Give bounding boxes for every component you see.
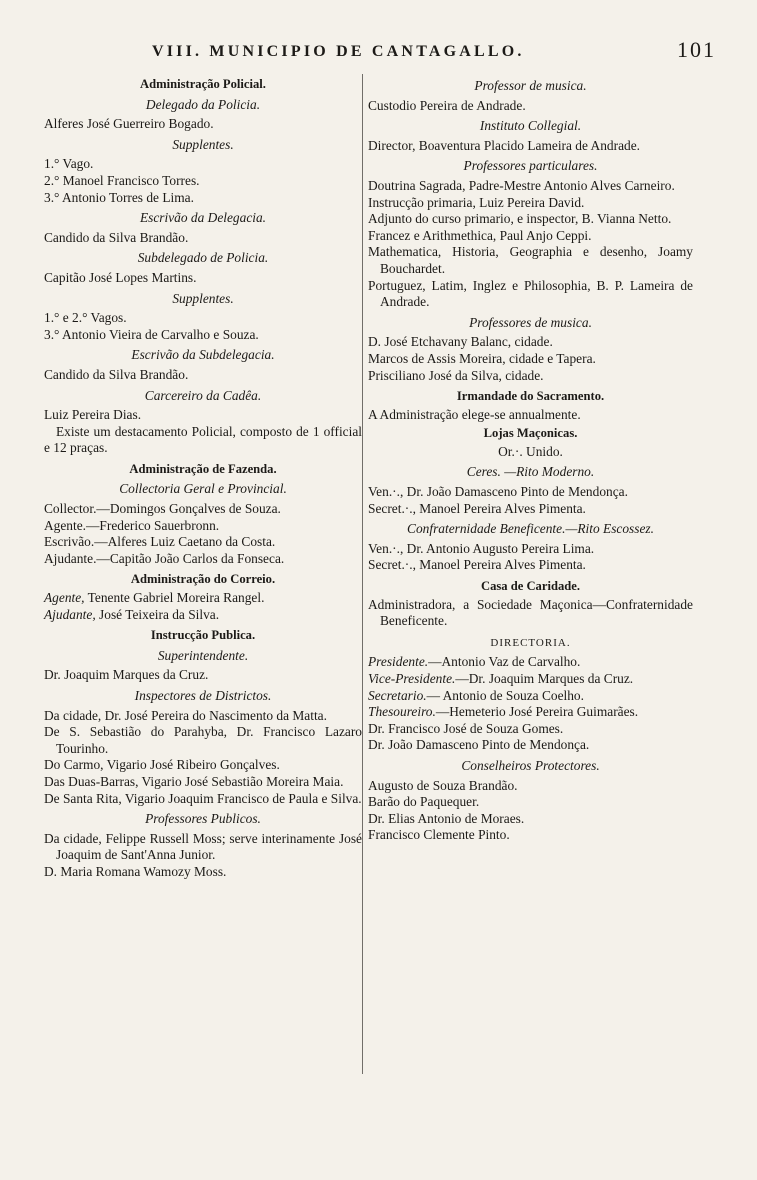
entry: Dr. Elias Antonio de Moraes. [368,810,525,826]
role-name: —Antonio Vaz de Carvalho. [428,654,581,670]
entry: Custodio Pereira de Andrade. [368,97,526,113]
entry: D. José Etchavany Balanc, cidade. [368,334,553,350]
subheading: Subdelegado de Policia. [137,250,269,266]
entry: De S. Sebastião do Parahyba, Dr. Francisco Lazaro Tourinho. [44,724,362,756]
entry [368,688,693,705]
role-name: — Antonio de Souza Coelho. [426,687,584,703]
entry: Candido da Silva Brandão. [44,366,189,382]
entry: 3.° Antonio Torres de Lima. [44,189,194,205]
entry: Francez e Arithmethica, Paul Anjo Ceppi. [368,227,592,243]
role-name: Tenente Gabriel Moreira Rangel. [84,590,265,606]
entry: A Administração elege-se annualmente. [368,406,581,422]
subheading: Carcereiro da Cadêa. [144,387,262,403]
entry [368,704,693,721]
entry [44,607,362,624]
subheading: Professores particulares. [463,158,598,174]
section-heading: Casa de Caridade. [480,579,580,594]
entry: De Santa Rita, Vigario Joaquim Francisco de Paula e Silva. [44,790,362,806]
subheading: Escrivão da Delegacia. [139,210,267,226]
role-name: —Dr. Joaquim Marques da Cruz. [455,671,634,686]
entry: Administradora, a Sociedade Maçonica—Confraternidade Beneficente. [368,596,693,629]
entry: Instrucção primaria, Luiz Pereira David. [368,194,585,210]
entry: Augusto de Souza Brandão. [368,777,518,793]
entry: Capitão José Lopes Martins. [44,269,197,285]
role-label: Vice-Presidente. [368,671,456,686]
subheading: Supplentes. [172,290,234,306]
entry: Secret.·., Manoel Pereira Alves Pimenta. [368,500,586,516]
subheading: Instituto Collegial. [479,118,582,134]
entry: Prisciliano José da Silva, cidade. [368,367,544,383]
entry: 1.° Vago. [44,156,94,172]
entry: Da cidade, Felippe Russell Moss; serve interinamente José Joaquim de Sant'Anna Junior. [44,830,362,863]
entry: 1.° e 2.° Vagos. [44,310,127,326]
subheading: Confraternidade Beneficente.—Rito Escossez. [407,521,654,537]
paragraph: Existe um destacamento Policial, composto de 1 official e 12 praças. [44,423,362,456]
section-heading: Lojas Maçonicas. [483,426,578,441]
subheading: Ceres. —Rito Moderno. [466,464,595,480]
entry: Dr. João Damasceno Pinto de Mendonça. [368,737,590,753]
section-heading: Irmandade do Sacramento. [456,389,605,404]
right-column [368,74,693,844]
entry: Luiz Pereira Dias. [44,407,142,423]
entry [44,590,362,607]
entry: Alferes José Guerreiro Bogado. [44,116,214,132]
entry: D. Maria Romana Wamozy Moss. [44,863,227,879]
subheading: Supplentes. [172,136,234,152]
page-number: 101 [677,37,716,62]
entry: Das Duas-Barras, Vigario José Sebastião Moreira Maia. [44,773,344,789]
entry: Mathematica, Historia, Geographia e desenho, Joamy Bouchardet. [368,244,693,276]
subheading: Professores Publicos. [145,811,261,827]
entry: Barão do Paquequer. [368,794,480,810]
entry: Do Carmo, Vigario José Ribeiro Gonçalves. [44,757,280,773]
entry: 2.° Manoel Francisco Torres. [44,172,200,188]
role-label: Secretario. [368,687,427,703]
subheading: Delegado da Policia. [145,96,261,112]
role-label: Ajudante, [44,606,96,622]
subheading: Escrivão da Subdelegacia. [131,347,275,363]
subheading: Professores de musica. [469,314,592,330]
subheading: Inspectores de Districtos. [134,688,272,703]
entry: Ven.·., Dr. Antonio Augusto Pereira Lima. [368,540,595,556]
left-column [44,74,362,881]
lodge-name: Or.·. Unido. [498,443,563,459]
subheading: Conselheiros Protectores. [461,757,600,773]
entry: Escrivão.—Alferes Luiz Caetano da Costa. [44,534,276,550]
role-label: Presidente. [368,654,429,670]
section-heading: Administração de Fazenda. [129,461,277,476]
subheading: DIRECTORIA. [490,636,571,649]
subheading: Collectoria Geral e Provincial. [119,481,287,497]
entry: Francisco Clemente Pinto. [368,827,510,843]
section-heading: Instrucção Publica. [150,628,256,643]
entry: Secret.·., Manoel Pereira Alves Pimenta. [368,557,586,573]
subheading: Professor de musica. [474,78,587,93]
section-heading: Administração do Correio. [130,572,276,587]
entry [368,671,693,688]
section-heading: Administração Policial. [140,77,266,91]
role-label: Thesoureiro. [368,704,436,720]
role-label: Agente, [44,590,85,606]
entry: Ven.·., Dr. João Damasceno Pinto de Mendonça. [368,484,628,500]
entry: Adjunto do curso primario, e inspector, B. Vianna Netto. [368,211,672,227]
entry: Doutrina Sagrada, Padre-Mestre Antonio Alves Carneiro. [368,177,675,193]
entry [368,654,693,671]
role-name: —Hemeterio José Pereira Guimarães. [435,704,639,720]
entry: Dr. Francisco José de Souza Gomes. [368,720,564,736]
entry: Dr. Joaquim Marques da Cruz. [44,667,209,683]
entry: Candido da Silva Brandão. [44,229,189,245]
entry: Portuguez, Latim, Inglez e Philosophia, B. P. Lameira de Andrade. [368,277,693,310]
page-header [40,37,720,70]
entry: Collector.—Domingos Gonçalves de Souza. [44,501,281,517]
entry: Da cidade, Dr. José Pereira do Nascimento da Matta. [44,707,327,723]
column-rule [362,74,363,1074]
entry: 3.° Antonio Vieira de Carvalho e Souza. [44,326,259,342]
entry: Ajudante.—Capitão João Carlos da Fonseca. [44,550,285,566]
role-name: José Teixeira da Silva. [95,606,220,622]
running-title: VIII. MUNICIPIO DE CANTAGALLO. [152,43,525,60]
entry: Marcos de Assis Moreira, cidade e Tapera. [368,350,596,366]
entry: Director, Boaventura Placido Lameira de Andrade. [368,137,641,153]
entry: Agente.—Frederico Sauerbronn. [44,517,220,533]
subheading: Superintendente. [157,647,249,663]
